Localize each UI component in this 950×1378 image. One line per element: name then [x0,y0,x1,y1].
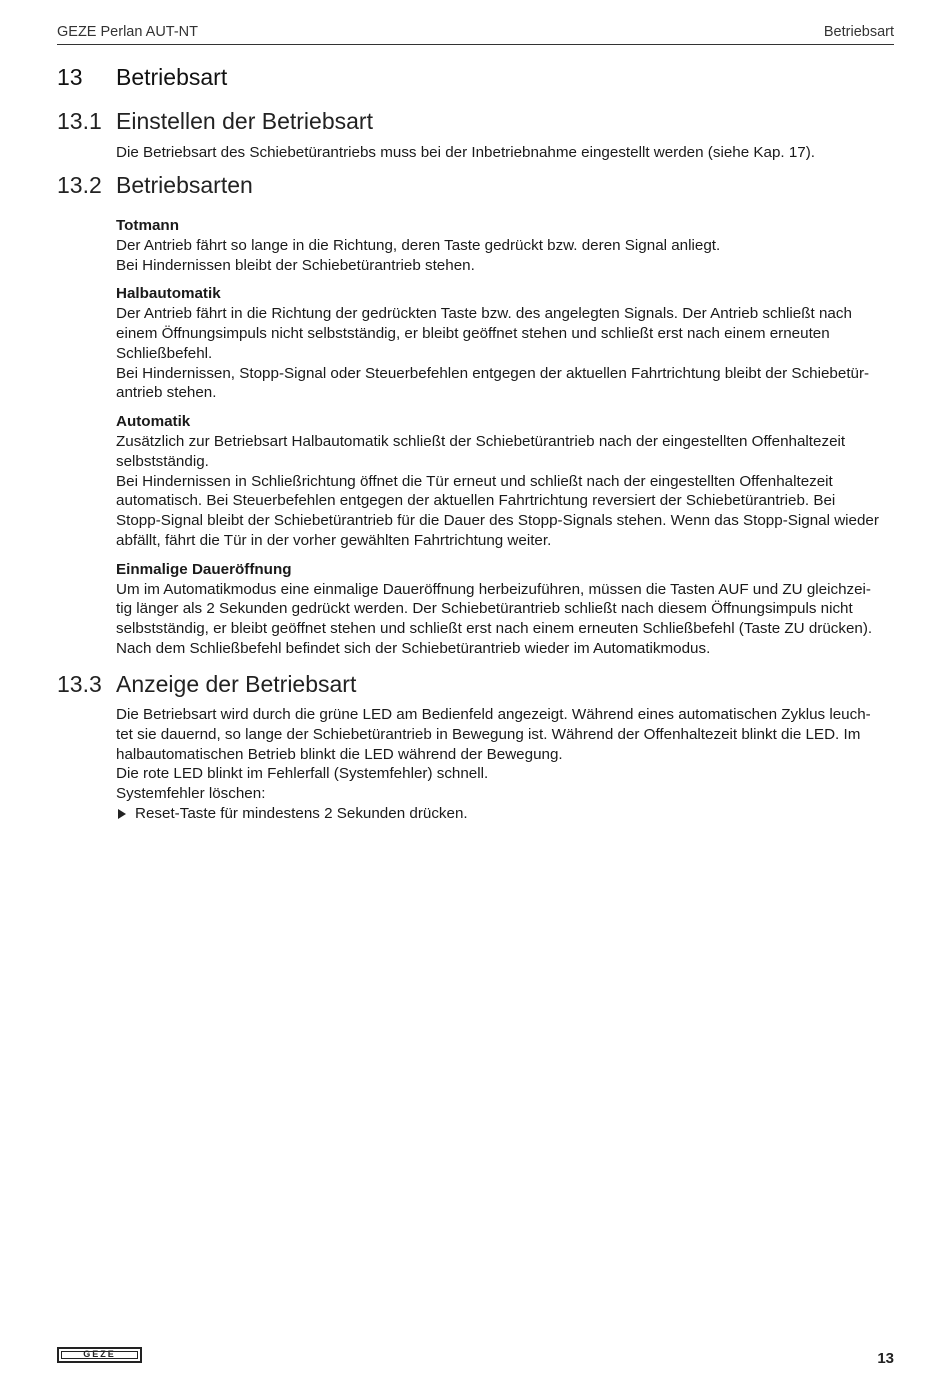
text-line: selbstständig, er bleibt geöffnet stehen und schließt erst nach einem erneuten Schließbefehl (Taste ZU drücken). [116,620,873,638]
section-number: 13.1 [57,108,102,134]
text-line: automatisch. Bei Steuerbefehlen entgegen der aktuellen Fahrtrichtung reversiert der Schiebetürantrieb. Bei [116,492,836,510]
text-line: Schließbefehl. [116,344,213,362]
text-line: antrieb stehen. [116,384,217,402]
block-title: Halbautomatik [116,285,221,303]
page-header [57,22,894,45]
text-line: Bei Hindernissen bleibt der Schiebetürantrieb stehen. [116,256,475,274]
section-title: Anzeige der Betriebsart [116,671,357,697]
text-line: Die Betriebsart wird durch die grüne LED am Bedienfeld angezeigt. Während eines automatischen Zyklus leuch- [116,706,871,723]
block-halbautomatik [116,284,896,403]
page-number: 13 [877,1350,894,1367]
text-line: Die rote LED blinkt im Fehlerfall (Systemfehler) schnell. [116,765,489,783]
text-line: selbstständig. [116,452,209,470]
text-line: einem Öffnungsimpuls nicht selbstständig, er bleibt geöffnet stehen und schließt erst nach einem erneuten [116,324,830,342]
section-title: Betriebsarten [116,172,253,198]
chapter-title: Betriebsart [116,64,228,90]
section-body-13-2 [116,216,896,668]
text-line: Der Antrieb fährt so lange in die Richtung, deren Taste gedrückt bzw. deren Signal anliegt. [116,236,721,254]
block-einmalige-daueroeffnung [116,560,896,659]
text-line: Systemfehler löschen: [116,785,266,803]
header-section-name: Betriebsart [823,24,894,40]
block-title: Automatik [116,413,191,431]
section-body-13-3 [116,705,896,824]
section-body-13-1 [116,143,896,163]
text-line: tet sie dauernd, so lange der Schiebetürantrieb in Bewegung ist. Während der Offenhaltezeit blinkt die LED. Im [116,725,861,743]
section-number: 13.3 [57,671,102,697]
text-line: tig länger als 2 Sekunden gedrückt werden. Der Schiebetürantrieb schließt nach diesem Öffnungsimpuls nicht [116,600,853,618]
section-title: Einstellen der Betriebsart [116,108,373,134]
chapter-number: 13 [57,64,83,90]
bullet-text: Reset-Taste für mindestens 2 Sekunden drücken. [135,804,468,822]
block-title: Totmann [116,217,179,234]
text-line: Bei Hindernissen in Schließrichtung öffnet die Tür erneut und schließt nach der eingestellten Offenhaltezeit [116,472,833,490]
paragraph: Die Betriebsart des Schiebetürantriebs muss bei der Inbetriebnahme eingestellt werden (siehe Kap. 17). [116,144,816,161]
geze-logo [57,1347,142,1363]
triangle-bullet-icon [118,809,126,819]
block-title: Einmalige Daueröffnung [116,560,292,578]
text-line: abfällt, fährt die Tür in der vorher gewählten Fahrtrichtung weiter. [116,531,552,549]
text-line: Nach dem Schließbefehl befindet sich der Schiebetürantrieb wieder im Automatikmodus. [116,639,711,657]
logo-wordmark: GEZE [61,1351,138,1359]
header-product-name: GEZE Perlan AUT-NT [57,24,199,40]
bullet-item [116,804,896,824]
text-line: Stopp-Signal bleibt der Schiebetürantrieb für die Dauer des Stopp-Signals stehen. Wenn das Stopp-Signal wieder [116,512,879,530]
section-number: 13.2 [57,172,102,198]
block-automatik [116,412,896,551]
text-line: Um im Automatikmodus eine einmalige Daueröffnung herbeizuführen, müssen die Tasten AUF und ZU gleichzei- [116,580,871,598]
text-line: halbautomatischen Betrieb blinkt die LED während der Bewegung. [116,745,563,763]
text-line: Der Antrieb fährt in die Richtung der gedrückten Taste bzw. des angelegten Signals. Der Antrieb schließt nach [116,305,852,323]
text-line: Zusätzlich zur Betriebsart Halbautomatik schließt der Schiebetürantrieb nach der eingestellten Offenhaltezeit [116,432,846,450]
block-totmann [116,216,896,275]
text-line: Bei Hindernissen, Stopp-Signal oder Steuerbefehlen entgegen der aktuellen Fahrtrichtung bleibt der Schiebetür- [116,364,870,382]
